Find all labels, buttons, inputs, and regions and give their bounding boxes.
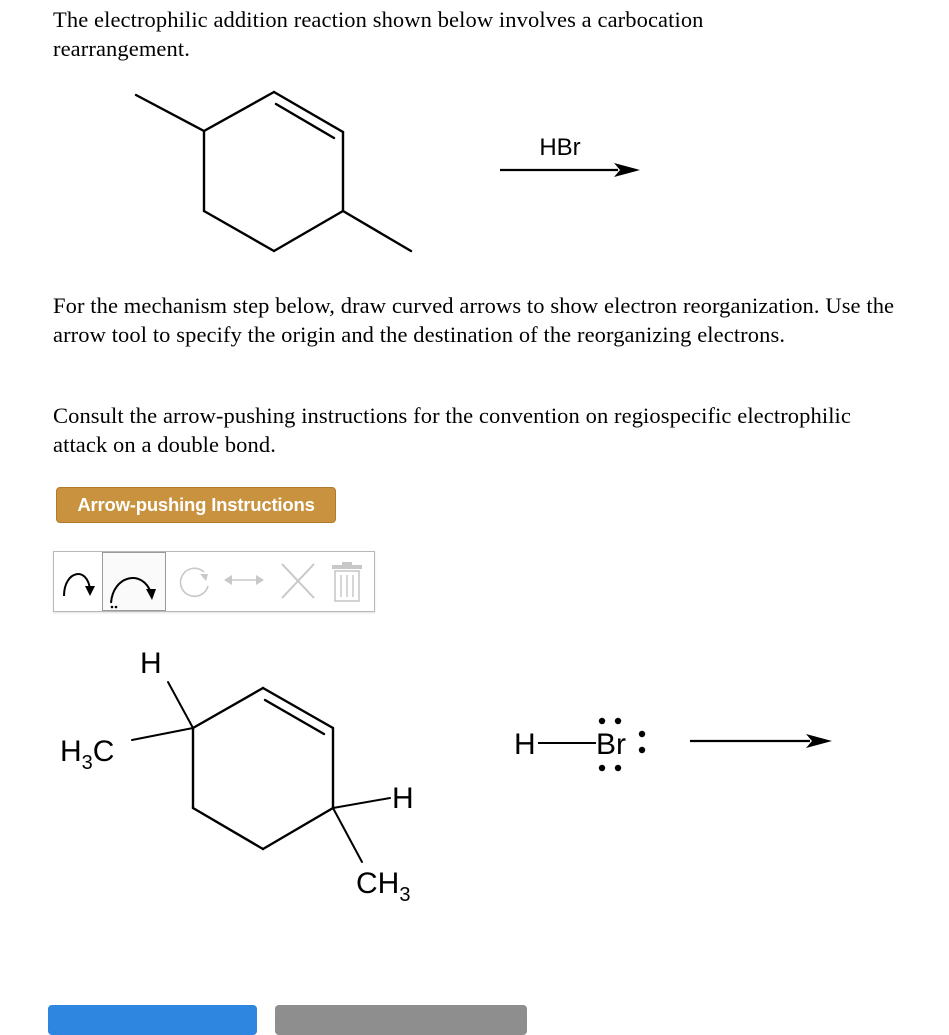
atom-label-hbr-br[interactable]: Br (596, 728, 626, 761)
secondary-button[interactable] (275, 1005, 527, 1035)
curved-arrow-tool[interactable] (56, 552, 100, 611)
resonance-arrow-icon (220, 552, 268, 611)
atom-label-hbr-h[interactable]: H (514, 728, 536, 761)
reagent-label: HBr (539, 134, 581, 161)
resonance-arrow-tool[interactable] (220, 552, 268, 611)
ring-icon (170, 552, 218, 611)
reaction-scheme (0, 0, 949, 290)
curved-arrow-icon (56, 552, 100, 611)
reaction-arrow (500, 163, 640, 177)
lone-pair-electron[interactable] (615, 765, 621, 771)
cyclohexene-structure (193, 688, 333, 849)
single-electron-arrow-icon (103, 553, 165, 610)
atom-label-ch3[interactable] (356, 867, 410, 906)
atom-label-h3c[interactable] (60, 735, 114, 774)
atom-label-h-top[interactable]: H (140, 647, 162, 680)
lone-pair-electron[interactable] (615, 718, 621, 724)
ch3-subscript: 3 (399, 884, 411, 906)
h3c-subscript: 3 (81, 752, 93, 774)
delete-tool[interactable] (276, 552, 324, 611)
submit-button[interactable] (48, 1005, 257, 1035)
mechanism-step-arrow (690, 734, 832, 748)
delete-x-icon (276, 552, 324, 611)
h3c-c: C (92, 735, 115, 768)
h3c-h: H (60, 735, 82, 768)
lone-pair-electron[interactable] (639, 747, 645, 753)
question-intro: The electrophilic addition reaction shown below involves a carbocation rearrangement. (53, 7, 704, 61)
substituent-bonds (132, 682, 390, 862)
consult-instruction: Consult the arrow-pushing instructions for the convention on regiospecific electrophilic attack on a double bond. (53, 403, 851, 457)
ring-tool[interactable] (170, 552, 218, 611)
ch3-ch: CH (356, 867, 400, 900)
lone-pair-electron[interactable] (599, 765, 605, 771)
clear-tool[interactable] (326, 552, 372, 611)
trash-icon (326, 552, 372, 611)
mechanism-instruction: For the mechanism step below, draw curved arrows to show electron reorganization. Use the arrow tool to specify the origin and the destination of the reorganizing electrons. (53, 293, 895, 347)
starting-material-structure (136, 92, 411, 251)
lone-pair-electron[interactable] (599, 718, 605, 724)
hbr-molecule (514, 718, 645, 771)
mechanism-canvas[interactable] (0, 620, 949, 950)
arrow-toolbar (53, 551, 375, 612)
atom-label-h-right[interactable]: H (392, 782, 414, 815)
lone-pair-electron[interactable] (639, 731, 645, 737)
single-electron-arrow-tool[interactable] (102, 552, 166, 611)
arrow-pushing-instructions-button[interactable]: Arrow-pushing Instructions (56, 487, 336, 523)
